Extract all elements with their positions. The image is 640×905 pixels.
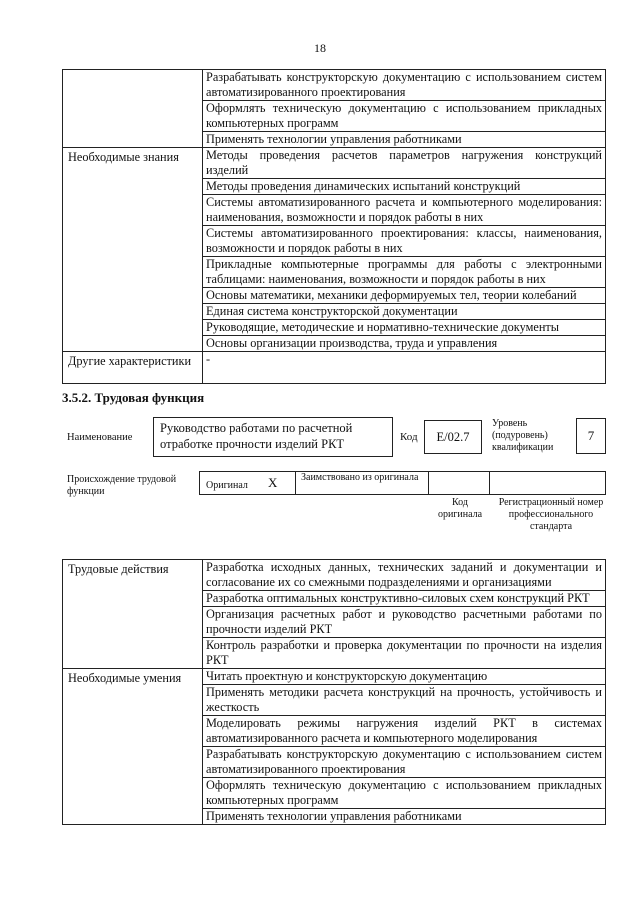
- row-text: Применять технологии управления работниками: [203, 809, 606, 825]
- row-text: Методы проведения расчетов параметров нагружения конструкций изделий: [203, 148, 606, 179]
- row-text: Прикладные компьютерные программы для работы с электронными таблицами: наименования, возможности и порядок работы в них: [203, 257, 606, 288]
- origin-label: Происхождение трудовой функции: [67, 474, 177, 497]
- function-name-value: Руководство работами по расчетной отработке прочности изделий РКТ: [160, 421, 353, 451]
- borrowed-label: Заимствовано из оригинала: [301, 472, 419, 483]
- reg-caption: Регистрационный номер профессионального стандарта: [498, 497, 604, 532]
- name-label: Наименование: [67, 432, 133, 443]
- row-text: Читать проектную и конструкторскую документацию: [203, 669, 606, 685]
- row-text: Оформлять техническую документацию с использованием прикладных компьютерных программ: [203, 778, 606, 809]
- code-label: Код: [400, 431, 418, 443]
- row-text: Разрабатывать конструкторскую документацию с использованием систем автоматизированного проектирования: [203, 70, 606, 101]
- row-text: Моделировать режимы нагружения изделий РКТ в системах автоматизированного расчета и компьютерного моделирования: [203, 716, 606, 747]
- row-text: Методы проведения динамических испытаний конструкций: [203, 179, 606, 195]
- table-row: [63, 352, 606, 384]
- row-text: Применять технологии управления работниками: [203, 132, 606, 148]
- section-label-actions: Трудовые действия: [63, 560, 203, 669]
- row-label: [63, 70, 203, 148]
- code-value-box: [424, 420, 482, 454]
- original-label: Оригинал: [206, 480, 248, 491]
- row-text: Разработка исходных данных, технических заданий и документации и согласование их со смежными подразделениями и организациями: [203, 560, 606, 591]
- table-row: [63, 148, 606, 179]
- actions-table: [62, 559, 606, 825]
- origin-divider: [428, 471, 429, 495]
- row-text: Оформлять техническую документацию с использованием прикладных компьютерных программ: [203, 101, 606, 132]
- row-text: Системы автоматизированного проектирования: классы, наименования, возможности и порядок работы в них: [203, 226, 606, 257]
- row-text: Разрабатывать конструкторскую документацию с использованием систем автоматизированного проектирования: [203, 747, 606, 778]
- row-text: Применять методики расчета конструкций на прочность, устойчивость и жесткость: [203, 685, 606, 716]
- row-text: Основы математики, механики деформируемых тел, теории колебаний: [203, 288, 606, 304]
- row-text: -: [203, 352, 606, 384]
- section-label-knowledge: Необходимые знания: [63, 148, 203, 352]
- level-value: 7: [587, 428, 595, 443]
- origin-divider: [489, 471, 490, 495]
- row-text: Разработка оптимальных конструктивно-силовых схем конструкций РКТ: [203, 591, 606, 607]
- code-caption: Код оригинала: [437, 497, 483, 520]
- code-value: E/02.7: [436, 430, 470, 444]
- row-text: Руководящие, методические и нормативно-технические документы: [203, 320, 606, 336]
- section-title: 3.5.2. Трудовая функция: [62, 390, 205, 405]
- origin-divider: [295, 471, 296, 495]
- row-text: Организация расчетных работ и руководство расчетными работами по прочности изделий РКТ: [203, 607, 606, 638]
- level-value-box: [576, 418, 606, 454]
- table-row: [63, 560, 606, 591]
- row-text: Системы автоматизированного расчета и компьютерного моделирования: наименования, возможности и порядок работы в них: [203, 195, 606, 226]
- table-row: [63, 70, 606, 101]
- row-text: Единая система конструкторской документации: [203, 304, 606, 320]
- original-mark: X: [268, 475, 278, 490]
- row-text: Основы организации производства, труда и управления: [203, 336, 606, 352]
- row-text: Контроль разработки и проверка документации по прочности на изделия РКТ: [203, 638, 606, 669]
- page-number: 18: [314, 41, 326, 55]
- function-name-box: [153, 417, 393, 457]
- knowledge-table: [62, 69, 606, 384]
- level-label: Уровень (подуровень) квалификации: [492, 418, 554, 453]
- section-label-other: Другие характеристики: [63, 352, 203, 384]
- section-label-skills: Необходимые умения: [63, 669, 203, 825]
- table-row: [63, 669, 606, 685]
